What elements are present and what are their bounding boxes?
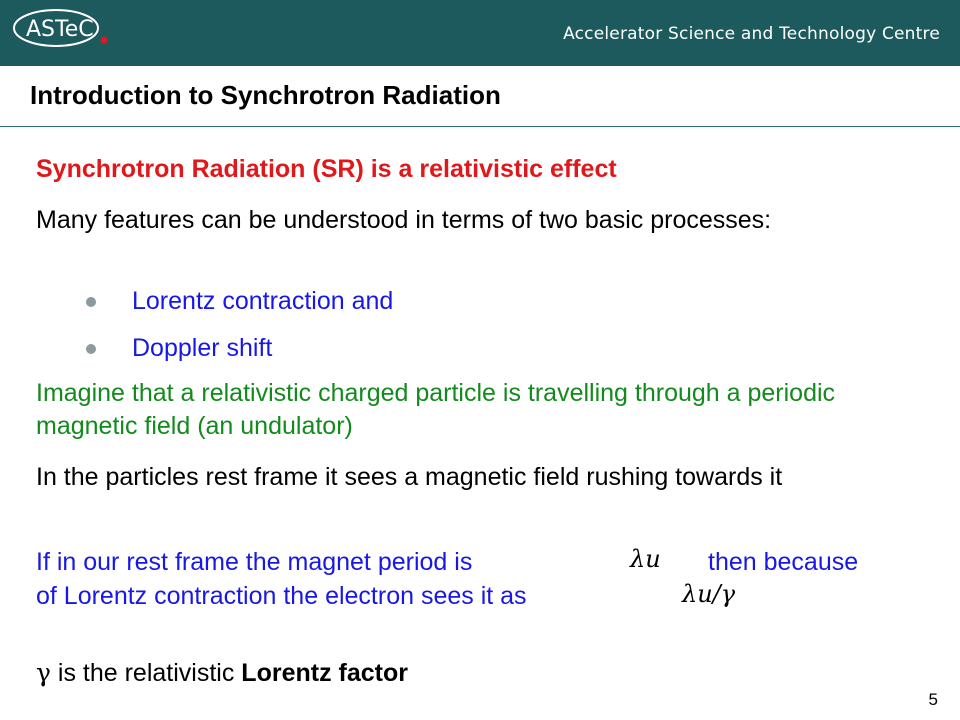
line-gamma-definition <box>36 656 926 690</box>
line-undulator: Imagine that a relativistic charged particle is travelling through a periodic magnetic field (an undulator) <box>36 379 836 440</box>
line-magnet-period-a: If in our rest frame the magnet period is <box>36 548 473 576</box>
bullet-lorentz-text: Lorentz contraction and <box>132 287 394 315</box>
title-divider <box>0 126 960 127</box>
line-sr-relativistic: Synchrotron Radiation (SR) is a relativistic effect <box>36 155 617 183</box>
lorentz-factor-bold: Lorentz factor <box>241 659 408 687</box>
line-two-processes: Many features can be understood in terms of two basic processes: <box>36 206 772 234</box>
line-magnet-period-b: then because <box>708 548 859 576</box>
bullet-dot-icon <box>86 297 96 307</box>
centre-name: Accelerator Science and Technology Centre <box>563 24 940 44</box>
lambda-u-formula: λu <box>630 545 672 575</box>
page-number: 5 <box>928 690 938 709</box>
slide-title: Introduction to Synchrotron Radiation <box>30 80 501 110</box>
line-lorentz-sees: of Lorentz contraction the electron sees it as <box>36 582 527 610</box>
gamma-symbol: γ <box>36 658 51 687</box>
line-rest-frame: In the particles rest frame it sees a magnetic field rushing towards it <box>36 463 783 491</box>
gamma-definition-text: is the relativistic <box>50 659 242 687</box>
astec-logo <box>10 6 130 58</box>
lambda-u-over-gamma-formula: λu/γ <box>682 580 758 612</box>
logo-text: ASTeC <box>26 17 94 42</box>
bullet-dot-icon <box>86 344 96 354</box>
header-bar <box>0 0 960 66</box>
bullet-doppler-text: Doppler shift <box>132 334 273 362</box>
